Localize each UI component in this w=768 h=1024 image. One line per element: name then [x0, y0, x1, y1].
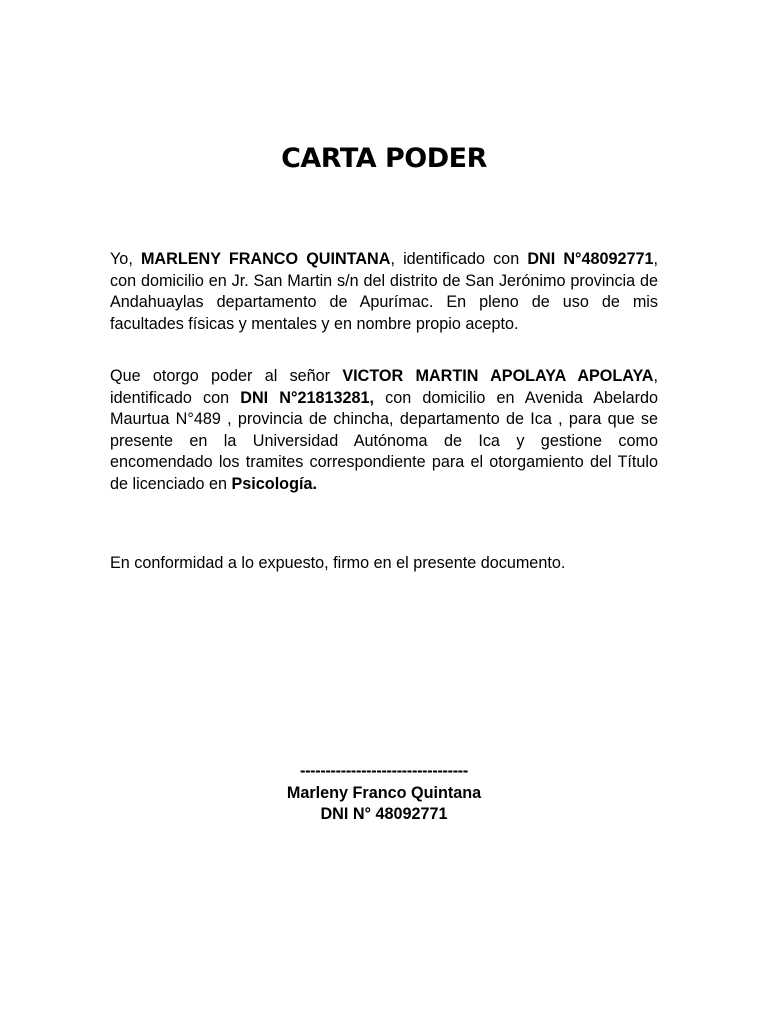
paragraph-grantor	[110, 249, 658, 335]
paragraph-grantee	[110, 366, 658, 495]
career-name: Psicología.	[231, 474, 317, 493]
grantee-intro: Que otorgo poder al señor	[110, 367, 343, 385]
grantor-intro: Yo,	[110, 250, 141, 268]
conformity-text: En conformidad a lo expuesto, firmo en el presente documento.	[110, 554, 566, 572]
grantee-name: VICTOR MARTIN APOLAYA APOLAYA	[342, 367, 654, 385]
grantee-dni: DNI N°21813281,	[240, 388, 374, 407]
grantee-id-text: , identificado con	[110, 367, 658, 407]
grantor-dni: DNI N°48092771	[527, 250, 654, 268]
grantor-name: MARLENY FRANCO QUINTANA	[140, 250, 391, 268]
paragraph-conformity	[110, 553, 658, 575]
grantor-address-text: , con domicilio en Jr. San Martin s/n del distrito de San Jerónimo provincia de Andahuaylas departamento de Apurímac. En pleno de uso de mis facultades físicas y mentales y en nombre propio acepto.	[110, 250, 659, 333]
signature-name: Marleny Franco Quintana	[286, 784, 482, 802]
grantee-purpose-text: con domicilio en Avenida Abelardo Maurtua N°489 , provincia de chincha, departamento de Ica , para que se presente en la Universidad Autónoma de Ica y gestione como encomendado los tramites correspondiente para el otorgamiento del Título de licenciado en	[110, 388, 658, 493]
signature-dni: DNI N° 48092771	[320, 805, 448, 823]
signature-line: ---------------------------------	[300, 762, 468, 780]
document-title: CARTA PODER	[281, 143, 487, 174]
grantor-id-text: , identificado con	[390, 250, 528, 268]
